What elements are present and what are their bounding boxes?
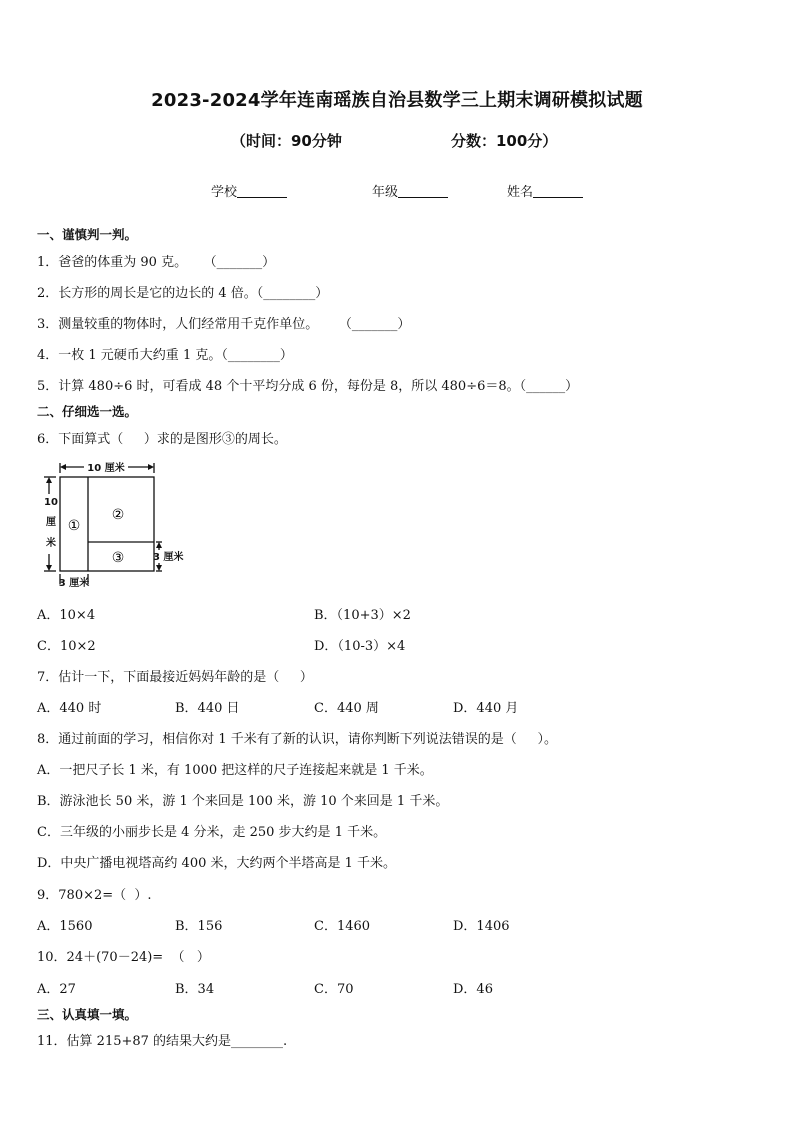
q7-option-d[interactable]: D．440 月 bbox=[453, 701, 519, 716]
region-2-label: ② bbox=[111, 507, 125, 523]
q9-option-b[interactable]: B．156 bbox=[175, 919, 223, 934]
top-dimension-label: 10 厘米 bbox=[87, 463, 125, 474]
question-6: 6．下面算式（ ）求的是图形③的周长。 bbox=[37, 432, 287, 447]
name-blank[interactable] bbox=[533, 185, 583, 198]
right-dimension-label: 3 厘米 bbox=[153, 552, 184, 563]
q8-option-c[interactable]: C．三年级的小丽步长是 4 分米，走 250 步大约是 1 千米。 bbox=[37, 825, 387, 840]
exam-time: （时间：90分钟 bbox=[231, 132, 342, 150]
question-7: 7．估计一下，下面最接近妈妈年龄的是（ ） bbox=[37, 670, 313, 685]
q7-option-c[interactable]: C．440 周 bbox=[314, 701, 379, 716]
question-2: 2．长方形的周长是它的边长的 4 倍。（________） bbox=[37, 286, 329, 301]
q10-option-a[interactable]: A．27 bbox=[37, 982, 76, 997]
left-dimension-number: 10 bbox=[44, 497, 58, 508]
q8-option-d[interactable]: D．中央广播电视塔高约 400 米，大约两个半塔高是 1 千米。 bbox=[37, 856, 397, 871]
question-11: 11．估算 215+87 的结果大约是________. bbox=[37, 1034, 288, 1049]
question-3: 3．测量较重的物体时，人们经常用千克作单位。 （_______） bbox=[37, 317, 411, 332]
school-blank[interactable] bbox=[237, 185, 287, 198]
question-10: 10．24＋(70－24)= （ ） bbox=[37, 950, 210, 965]
name-field[interactable] bbox=[507, 181, 583, 200]
q6-option-d[interactable]: D．（10-3）×4 bbox=[314, 639, 406, 654]
rectangle-figure bbox=[40, 458, 200, 594]
grade-blank[interactable] bbox=[398, 185, 448, 198]
school-label: 学校 bbox=[211, 185, 238, 200]
figure-diagram bbox=[40, 458, 200, 590]
question-1: 1．爸爸的体重为 90 克。 （_______） bbox=[37, 255, 276, 270]
q8-option-a[interactable]: A．一把尺子长 1 米，有 1000 把这样的尺子连接起来就是 1 千米。 bbox=[37, 763, 433, 778]
region-1-label: ① bbox=[67, 518, 81, 534]
q7-option-a[interactable]: A．440 时 bbox=[37, 701, 102, 716]
q9-option-d[interactable]: D．1406 bbox=[453, 919, 510, 934]
region-3-label: ③ bbox=[111, 550, 125, 566]
left-dimension-unit-2: 米 bbox=[46, 538, 56, 549]
section-2-heading: 二、仔细选一选。 bbox=[37, 404, 138, 419]
grade-field[interactable] bbox=[372, 181, 448, 200]
q6-option-a[interactable]: A．10×4 bbox=[37, 608, 96, 623]
school-field[interactable] bbox=[211, 181, 287, 200]
q10-option-b[interactable]: B．34 bbox=[175, 982, 215, 997]
question-9: 9．780×2=（ ）. bbox=[37, 888, 152, 903]
q8-option-b[interactable]: B．游泳池长 50 米，游 1 个来回是 100 米，游 10 个来回是 1 千米。 bbox=[37, 794, 449, 809]
section-1-heading: 一、谨慎判一判。 bbox=[37, 227, 138, 242]
question-8: 8．通过前面的学习，相信你对 1 千米有了新的认识，请你判断下列说法错误的是（ ）。 bbox=[37, 732, 557, 747]
q10-option-d[interactable]: D．46 bbox=[453, 982, 493, 997]
q6-option-c[interactable]: C．10×2 bbox=[37, 639, 96, 654]
question-4: 4．一枚 1 元硬币大约重 1 克。（________） bbox=[37, 348, 293, 363]
q9-option-a[interactable]: A．1560 bbox=[37, 919, 93, 934]
q6-option-b[interactable]: B．（10+3）×2 bbox=[314, 608, 411, 623]
q9-option-c[interactable]: C．1460 bbox=[314, 919, 371, 934]
exam-score: 分数：100分） bbox=[451, 132, 558, 150]
section-3-heading: 三、认真填一填。 bbox=[37, 1007, 138, 1022]
q10-option-c[interactable]: C．70 bbox=[314, 982, 354, 997]
left-dimension-unit-1: 厘 bbox=[46, 517, 56, 528]
q7-option-b[interactable]: B．440 日 bbox=[175, 701, 240, 716]
name-label: 姓名 bbox=[507, 185, 534, 200]
question-5: 5．计算 480÷6 时，可看成 48 个十平均分成 6 份，每份是 8，所以 480÷6＝8。（______） bbox=[37, 379, 579, 394]
grade-label: 年级 bbox=[372, 185, 399, 200]
page-title: 2023-2024学年连南瑶族自治县数学三上期末调研模拟试题 bbox=[151, 90, 643, 111]
bottom-dimension-label: 3 厘米 bbox=[58, 578, 90, 589]
